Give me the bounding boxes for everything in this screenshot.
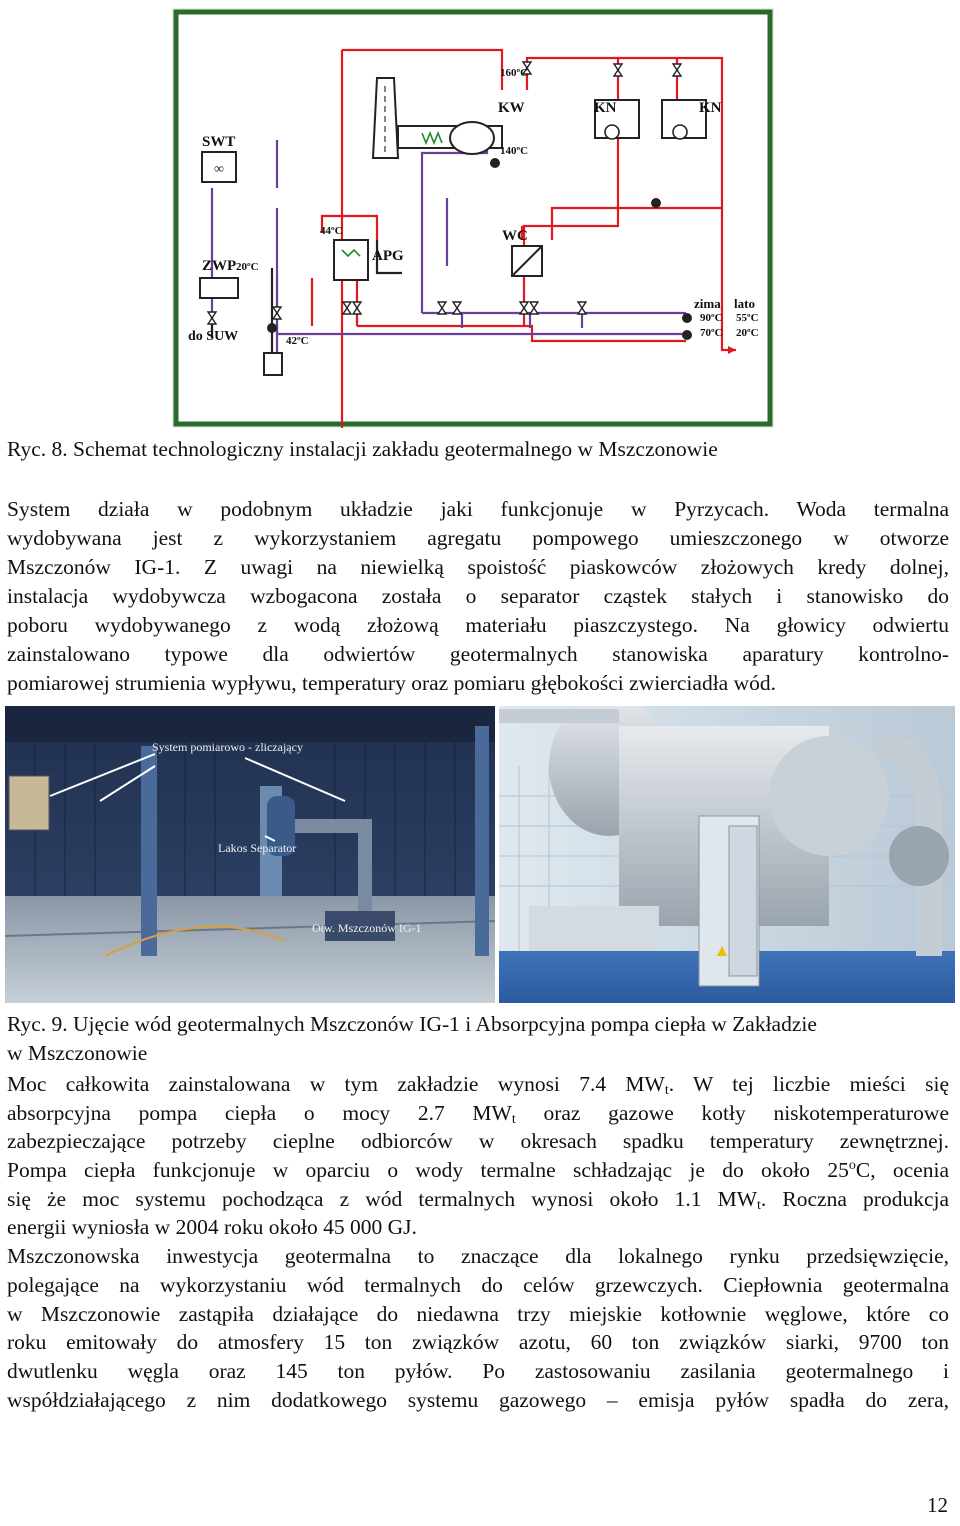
photo-heat-pump: [499, 706, 955, 1003]
text-run: . Roczna produkcja: [760, 1187, 949, 1211]
text-run: Pompa ciepła funkcjonuje w oparciu o wody termalne schładzając je do około 25: [7, 1158, 849, 1182]
page-number: 12: [927, 1493, 948, 1517]
subscript: t: [664, 1083, 669, 1098]
paragraph-1-line: Mszczonów IG-1. Z uwagi na niewielką spoistość piaskowców złożowych kredy dolnej,: [7, 555, 949, 579]
label-t42: 42ºC: [286, 335, 309, 347]
text-run: się że moc systemu pochodząca z wód termalnych wynosi około 1.1 MW: [7, 1187, 758, 1211]
figure-caption-fig9-line2: w Mszczonowie: [7, 1041, 148, 1065]
label-kw: KW: [498, 100, 525, 116]
paragraph-2-line: zabezpieczające potrzeby cieplne odbiorców w okresach spadku temperatury zewnętrznej.: [7, 1129, 949, 1153]
paragraph-3-line: dwutlenku węgla oraz 145 ton pyłów. Po zastosowaniu zasilania geotermalnego i: [7, 1359, 949, 1383]
label-zima-supply: 90ºC: [700, 312, 723, 324]
text-run: absorpcyjna pompa ciepła o mocy 2.7 MW: [7, 1101, 512, 1125]
label-measuring-system: System pomiarowo - zliczający: [152, 740, 303, 754]
paragraph-3-line: Mszczonowska inwestycja geotermalna to znaczące dla lokalnego rynku przedsięwzięcie,: [7, 1244, 949, 1268]
label-zima: zima: [694, 296, 721, 311]
paragraph-2-line: [7, 1099, 949, 1128]
subscript: t: [511, 1112, 516, 1127]
superscript: o: [848, 1158, 856, 1173]
label-wc: WC: [502, 228, 528, 244]
text-run: Moc całkowita zainstalowana w tym zakładzie wynosi 7.4 MW: [7, 1072, 665, 1096]
label-t160: 160ºC: [500, 67, 529, 79]
label-lato-supply: 55ºC: [736, 312, 759, 324]
label-kn-1: KN: [594, 100, 617, 116]
label-separator: Lakos Separator: [218, 841, 297, 855]
paragraph-3-line: w Mszczonowie zastąpiła działające do niedawna trzy miejskie kotłownie węglowe, które co: [7, 1302, 949, 1326]
label-do-suw: do SUW: [188, 329, 239, 344]
paragraph-1-line: zainstalowano typowe dla odwiertów geotermalnych stanowiska aparatury kontrolno-: [7, 642, 949, 666]
paragraph-2-line: [7, 1156, 949, 1185]
label-t44: 44ºC: [320, 225, 343, 237]
paragraph-1-line: instalacja wydobywcza wzbogacona została o separator cząstek stałych i stanowisko do: [7, 584, 949, 608]
paragraph-2-line: [7, 1070, 949, 1099]
paragraph-2-line: [7, 1185, 949, 1214]
paragraph-3-line: polegające na wykorzystaniu wód termalnych do celów grzewczych. Ciepłownia geotermalna: [7, 1273, 949, 1297]
text-run: oraz gazowe kotły niskotemperaturowe: [515, 1101, 949, 1125]
figure-caption-fig9-line1: Ryc. 9. Ujęcie wód geotermalnych Mszczonów IG-1 i Absorpcyjna pompa ciepła w Zakładzie: [7, 1012, 817, 1036]
label-lato: lato: [734, 296, 755, 311]
paragraph-1-line: pomiarowej strumienia wypływu, temperatury oraz pomiaru głębokości zwierciadła wód.: [7, 671, 776, 695]
label-well: Otw. Mszczonów IG-1: [312, 921, 422, 935]
text-run: . W tej liczbie mieści się: [668, 1072, 949, 1096]
paragraph-3-line: roku emitowały do atmosfery 15 ton związków azotu, 60 ton związków siarki, 9700 ton: [7, 1330, 949, 1354]
paragraph-1-line: System działa w podobnym układzie jaki funkcjonuje w Pyrzycach. Woda termalna: [7, 497, 949, 521]
paragraph-3-line: współdziałającego z nim dodatkowego systemu gazowego – emisja pyłów spadła do zera,: [7, 1388, 949, 1412]
label-apg: APG: [372, 248, 404, 264]
subscript: t: [757, 1198, 761, 1213]
label-swt: SWT: [202, 134, 236, 150]
label-zima-return: 70ºC: [700, 327, 723, 339]
svg-text:∞: ∞: [214, 162, 224, 177]
paragraph-2-line: energii wyniosła w 2004 roku około 45 000 GJ.: [7, 1215, 417, 1239]
label-zwp-temp: 20ºC: [236, 261, 259, 273]
paragraph-1-line: wydobywana jest z wykorzystaniem agregatu pompowego umieszczonego w otworze: [7, 526, 949, 550]
figure-caption-fig8: Ryc. 8. Schemat technologiczny instalacji zakładu geotermalnego w Mszczonowie: [7, 437, 718, 461]
process-diagram: [172, 8, 774, 428]
paragraph-1-line: poboru wydobywanego z wodą złożową materiału piaszczystego. Na głowicy odwiertu: [7, 613, 949, 637]
label-t140: 140ºC: [500, 145, 529, 157]
text-run: C, ocenia: [855, 1158, 949, 1182]
label-zwp: ZWP: [202, 258, 237, 274]
label-lato-return: 20ºC: [736, 327, 759, 339]
label-kn-2: KN: [699, 100, 722, 116]
